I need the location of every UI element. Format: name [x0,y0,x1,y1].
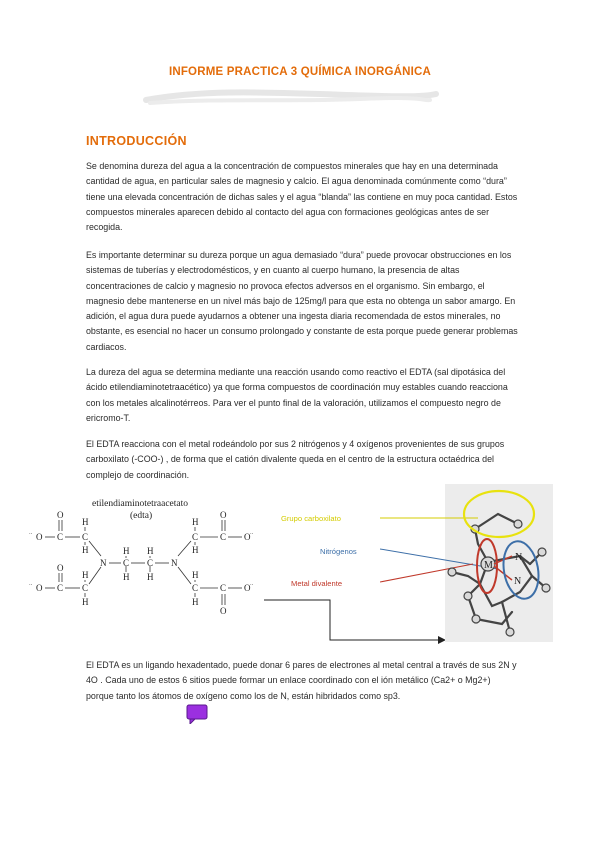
svg-text:O: O [220,606,227,616]
svg-text:C: C [220,583,227,593]
edta-caption-sub: (edta) [130,511,153,521]
svg-text:N: N [171,558,178,568]
label-nitrogens: Nitrógenos [320,547,357,556]
label-carboxylate: Grupo carboxilato [281,514,341,523]
label-metal: Metal divalente [291,579,343,588]
svg-text:C: C [192,583,199,593]
paragraph-method: La dureza del agua se determina mediante una reacción usando como reactivo el EDTA (sal dipotásica del ácido etilendiaminotetraacético) ya que forma compuestos de coordinación muy estables cuando reacciona con los metales alcalinotérreos. Para ver el punto final de la valoración, utilizamos el compuesto negro de ericromo-T. [86,367,508,423]
paragraph-importance: Es importante determinar su dureza porque un agua demasiado “dura” puede provocar obstrucciones en los sistemas de tuberías y electrodomésticos, y en cuanto al cuerpo humano, la presencia de altas concentraciones de calcio y magnesio no provoca efectos adversos en el organismo. Sin embargo, el magnesio debe mantenerse en un nivel más bajo de 125mg/l para que esta no obtenga un sabor amargo. En adición, el agua dura puede ayudarnos a obtener una ingesta diaria recomendada de estos minerales, no obstante, es esencial no hacer un consumo prolongado y constante de esta porque puede generar problemas cardiacos. [86,250,518,352]
svg-text:C: C [82,583,89,593]
nitrogen-atom-label: N [515,552,523,563]
svg-text:H: H [82,545,89,555]
svg-text:C: C [192,532,199,542]
svg-text:..: .. [250,581,254,587]
svg-text:H: H [147,572,154,582]
svg-text:H: H [123,546,130,556]
svg-text:C: C [123,558,130,568]
svg-text:C: C [82,532,89,542]
svg-text:H: H [123,572,130,582]
svg-text:H: H [192,545,199,555]
svg-text:H: H [82,570,89,580]
svg-text:C: C [147,558,154,568]
svg-text:H: H [192,597,199,607]
svg-text:O: O [220,510,227,520]
redacted-author-scribble [140,88,440,108]
nitrogen-atom-label: N [514,576,522,587]
svg-text:..: .. [29,530,33,536]
svg-text:H: H [82,517,89,527]
svg-text:O: O [244,532,251,542]
paragraph-edta-reaction: El EDTA reacciona con el metal rodeándolo por sus 2 nitrógenos y 4 oxígenos provenientes de sus grupos carboxilato (-COO-) , de forma que el catión divalente queda en el centro de la estructura octaédrica del complejo de coordinación. [86,439,505,480]
svg-text:N: N [100,558,107,568]
svg-text:O: O [57,510,64,520]
svg-text:C: C [57,583,64,593]
edta-structure-figure [26,494,276,624]
svg-text:H: H [192,517,199,527]
document-title: INFORME PRACTICA 3 QUÍMICA INORGÁNICA [168,66,432,78]
edta-caption: etilendiaminotetraacetato [92,499,189,509]
comment-bubble-icon[interactable] [186,704,208,724]
svg-text:O: O [36,532,43,542]
paragraph-definition: Se denomina dureza del agua a la concentración de compuestos minerales que hay en una determinada cantidad de agua, en particular sales de magnesio y calcio. El agua denominada comúnmente como “dura” tiene una elevada concentración de dichas sales y el agua “blanda” las contiene en muy poca cantidad. Estos compuestos minerales aparecen debido al contacto del agua con formaciones geológicas antes de ser recogida. [86,161,518,233]
svg-text:O: O [57,563,64,573]
svg-text:O: O [244,583,251,593]
svg-text:..: .. [29,581,33,587]
svg-text:H: H [82,597,89,607]
svg-text:H: H [147,546,154,556]
metal-atom-label: M [484,560,493,571]
svg-text:C: C [57,532,64,542]
edta-metal-complex-image [380,484,555,644]
svg-text:C: C [220,532,227,542]
svg-text:..: .. [250,530,254,536]
paragraph-hexadentate: El EDTA es un ligando hexadentado, puede donar 6 pares de electrones al metal central a través de sus 2N y 4O . Cada uno de estos 6 sitios puede formar un enlace coordinado con el ión metálico (Ca2+ o Mg2+) porque tanto los átomos de oxígeno como los de N, están hibridados como sp3. [86,660,517,701]
svg-text:O: O [36,583,43,593]
svg-text:H: H [192,570,199,580]
section-heading: INTRODUCCIÓN [86,134,187,148]
